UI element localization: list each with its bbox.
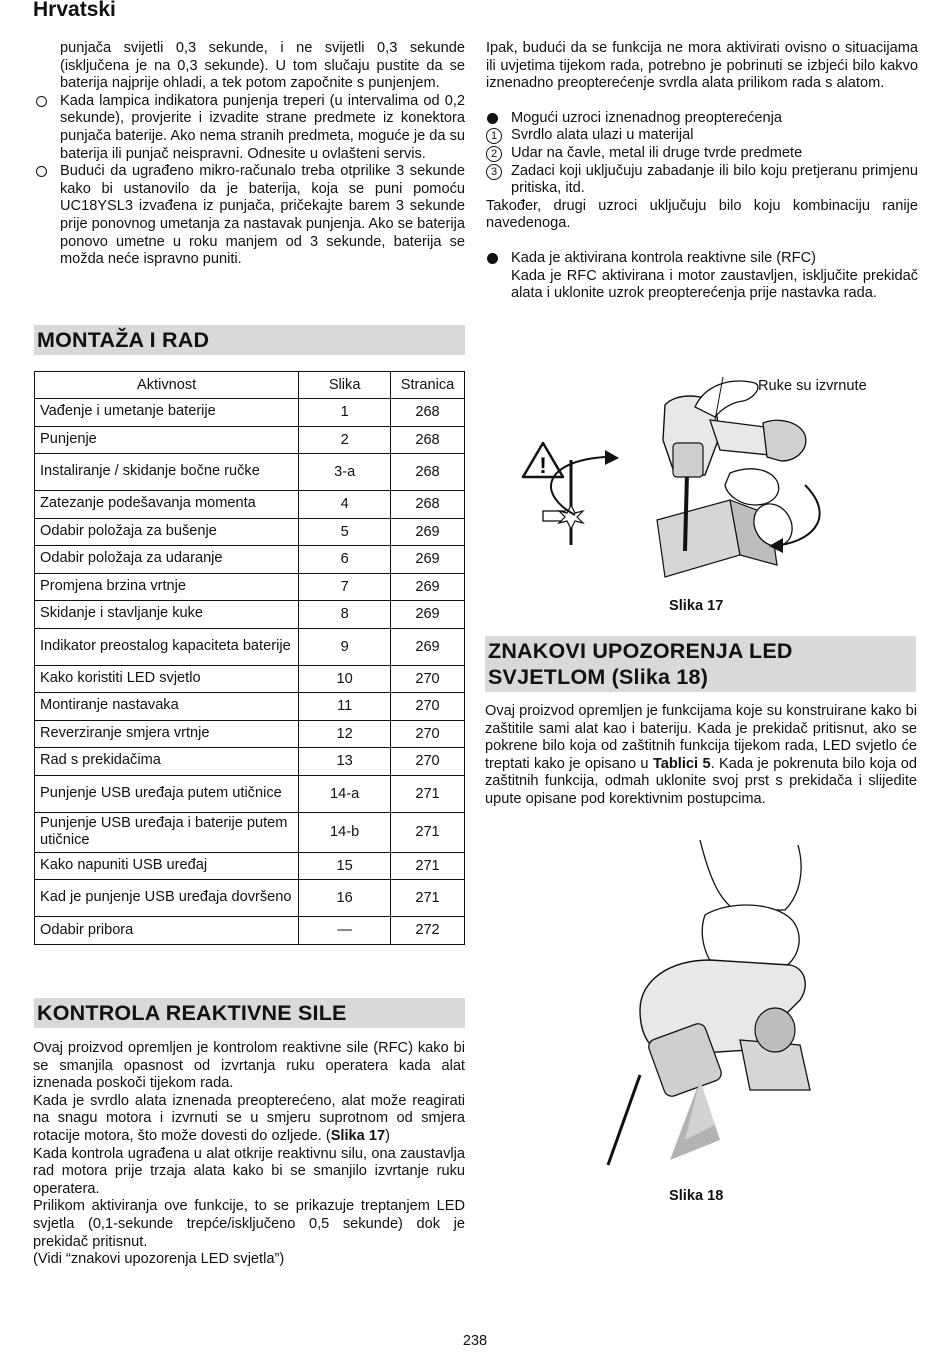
cell-page: 268: [391, 399, 465, 427]
paragraph-rfc-overload: Kada je svrdlo alata iznenada preopterećeno, alat može reagirati na snagu motora i izvrnuti se u smjeru suprotnom od smjera rotacije motora, što može dovesti do ozljede. (Slika 17): [33, 1092, 465, 1144]
left-column: [35, 40, 465, 269]
paragraph-rfc-detect: Kada kontrola ugrađena u alat otkrije reaktivnu silu, ona zaustavlja rad motora prije trzaja alata kako bi se smanjilo izvrtanje ruku operatera.: [33, 1145, 465, 1197]
paragraph-other-causes: Također, drugi uzroci uključuju bilo koju kombinaciju ranije navedenoga.: [486, 197, 918, 232]
paragraph-led-warnings: Ovaj proizvod opremljen je funkcijama koje su konstruirane kako bi zaštitile sami alat kao i bateriju. Kada je prekidač pritisnut, ako se pokrene bilo koja od zaštitnih funkcija tijekom rada, LED svjetlo će treptati kako je opisano u Tablici 5. Kada je pokrenuta bilo koja od zaštitnih funkcija, odmah uklonite svoj prst s prekidača i slijedite upute opisane pod korektivnim postupcima.: [485, 703, 917, 807]
cell-page: 268: [391, 491, 465, 519]
cell-page: 270: [391, 748, 465, 776]
paragraph-avoid-overload: Ipak, budući da se funkcija ne mora aktivirati ovisno o situacijama ili uvjetima tijekom rada, potrebno je pobrinuti se izbjeći bilo kakvo iznenadno preopterećenje svrdla alata prilikom rada s alatom.: [486, 40, 918, 92]
cell-page: 270: [391, 693, 465, 721]
cell-activity: Kako napuniti USB uređaj: [35, 852, 299, 880]
number-circle-icon: 2: [486, 146, 502, 162]
cell-figure: 11: [299, 693, 391, 721]
table-row: [35, 880, 465, 917]
cell-activity: Reverziranje smjera vrtnje: [35, 720, 299, 748]
bullet-microcomputer: Budući da ugrađeno mikro-računalo treba otprilike 3 sekunde kako bi ustanovilo da je baterija, koja se puni pomoću UC18YSL3 izvađena iz punjača, pričekajte barem 3 sekunde prije ponovnog umetanja za nastavak punjenja. Ako se baterija ponovo umetne u roku manjem od 3 sekunde, baterija se možda neće ispravno puniti.: [35, 163, 465, 269]
table-row: [35, 628, 465, 665]
cell-page: 270: [391, 665, 465, 693]
kontrola-text: [33, 1040, 465, 1269]
paragraph-rfc-activated: Kada je RFC aktivirana i motor zaustavljen, isključite prekidač alata i uklonite uzrok preopterećenja prije nastavka rada.: [511, 267, 918, 302]
cell-page: 271: [391, 812, 465, 852]
table-row: [35, 601, 465, 629]
cell-activity: Kako koristiti LED svjetlo: [35, 665, 299, 693]
table-row: [35, 852, 465, 880]
table-row: [35, 399, 465, 427]
arm-outline: [700, 840, 801, 910]
cell-activity: Odabir položaja za bušenje: [35, 518, 299, 546]
cell-page: 271: [391, 852, 465, 880]
cell-figure: 9: [299, 628, 391, 665]
cell-figure: 13: [299, 748, 391, 776]
znakovi-text: [485, 703, 917, 809]
cell-figure: 1: [299, 399, 391, 427]
figure-17-caption: Slika 17: [669, 598, 724, 614]
bullet-foreign-objects: Kada lampica indikatora punjenja treperi (u intervalima od 0,2 sekunde), provjerite i izvadite strane predmete iz konektora punjača baterije. Ako nema stranih predmeta, moguće je da su baterija ili punjač neispravni. Odnesite u ovlašteni servis.: [35, 93, 465, 163]
table-header-row: [35, 372, 465, 399]
cell-activity: Montiranje nastavaka: [35, 693, 299, 721]
cell-page: 271: [391, 880, 465, 917]
cell-activity: Punjenje USB uređaja i baterije putem utičnice: [35, 812, 299, 852]
hand-left: [695, 381, 758, 417]
figure-17-drill-kickback: [515, 365, 915, 590]
nail-spark-icon: [543, 505, 583, 529]
cell-figure: 3-a: [299, 454, 391, 491]
language-header: Hrvatski: [33, 0, 116, 21]
circle-bullet-icon: [36, 166, 47, 177]
svg-text:!: !: [539, 453, 547, 478]
figure-reference: Slika 17: [330, 1127, 386, 1144]
cause-item-2: 2 Udar na čavle, metal ili druge tvrde predmete: [486, 145, 918, 163]
cell-figure: 14-b: [299, 812, 391, 852]
operations-table: [34, 371, 465, 945]
cell-page: 269: [391, 573, 465, 601]
table-row: [35, 812, 465, 852]
cell-activity: Punjenje USB uređaja putem utičnice: [35, 775, 299, 812]
causes-title: Mogući uzroci iznenadnog preopterećenja: [486, 110, 918, 128]
cell-activity: Punjenje: [35, 426, 299, 454]
cell-figure: 2: [299, 426, 391, 454]
drill-kickback-illustration: [515, 365, 915, 590]
rfc-activated-title: Kada je aktivirana kontrola reaktivne sile (RFC): [486, 250, 918, 268]
paragraph-rfc-intro: Ovaj proizvod opremljen je kontrolom reaktivne sile (RFC) kako bi se smanjila opasnost od izvrtanja ruku operatera kada alat iznenada poskoči tijekom rada.: [33, 1040, 465, 1092]
paragraph-rfc-see: (Vidi “znakovi upozorenja LED svjetla”): [33, 1251, 285, 1268]
table-row: [35, 426, 465, 454]
drill-bit: [685, 473, 687, 551]
table-reference: Tablici 5: [652, 755, 711, 772]
cell-page: 270: [391, 720, 465, 748]
cell-activity: Zatezanje podešavanja momenta: [35, 491, 299, 519]
filled-bullet-icon: [487, 113, 498, 124]
table-row: [35, 665, 465, 693]
table-row: [35, 748, 465, 776]
table-row: [35, 693, 465, 721]
cell-figure: 16: [299, 880, 391, 917]
cell-figure: —: [299, 917, 391, 945]
drill-bit: [608, 1075, 640, 1165]
cell-page: 269: [391, 546, 465, 574]
number-circle-icon: 3: [486, 164, 502, 180]
cell-activity: Promjena brzina vrtnje: [35, 573, 299, 601]
header-figure: Slika: [299, 372, 391, 399]
header-activity: Aktivnost: [35, 372, 299, 399]
paragraph-rfc-led: Prilikom aktiviranja ove funkcije, to se prikazuje treptanjem LED svjetla (0,1-sekunde trepće/isključeno 0,5 sekunde) dok je prekidač pritisnut.: [33, 1198, 465, 1250]
cell-activity: Kad je punjenje USB uređaja dovršeno: [35, 880, 299, 917]
cell-figure: 5: [299, 518, 391, 546]
cell-activity: Instaliranje / skidanje bočne ručke: [35, 454, 299, 491]
cell-activity: Vađenje i umetanje baterije: [35, 399, 299, 427]
drill-body: [640, 960, 810, 1098]
table-body: [35, 399, 465, 945]
figure-label-hands-twisted: Ruke su izvrnute: [758, 378, 867, 394]
header-page: Stranica: [391, 372, 465, 399]
table-row: [35, 546, 465, 574]
cell-figure: 4: [299, 491, 391, 519]
table-row: [35, 775, 465, 812]
section-heading-kontrola: KONTROLA REAKTIVNE SILE: [34, 998, 465, 1028]
cell-activity: Odabir položaja za udaranje: [35, 546, 299, 574]
table-row: [35, 491, 465, 519]
section-heading-znakovi: ZNAKOVI UPOZORENJA LED SVJETLOM (Slika 18): [485, 636, 916, 692]
table-row: [35, 917, 465, 945]
cell-page: 269: [391, 601, 465, 629]
cell-page: 269: [391, 518, 465, 546]
cell-figure: 8: [299, 601, 391, 629]
cell-figure: 12: [299, 720, 391, 748]
cell-page: 272: [391, 917, 465, 945]
cell-figure: 6: [299, 546, 391, 574]
table-row: [35, 518, 465, 546]
cell-page: 271: [391, 775, 465, 812]
cell-activity: Indikator preostalog kapaciteta baterije: [35, 628, 299, 665]
drill-body: [663, 396, 806, 477]
cause-item-3: 3 Zadaci koji uključuju zabadanje ili bilo koju pretjeranu primjenu pritiska, itd.: [486, 163, 918, 198]
section-heading-montaza: MONTAŽA I RAD: [34, 325, 465, 355]
table-row: [35, 454, 465, 491]
cell-page: 268: [391, 454, 465, 491]
figure-18-led-warning: [600, 840, 820, 1180]
cell-activity: Odabir pribora: [35, 917, 299, 945]
table-row: [35, 720, 465, 748]
figure-18-caption: Slika 18: [669, 1188, 724, 1204]
page-number: 238: [462, 1333, 488, 1349]
number-circle-icon: 1: [486, 128, 502, 144]
circle-bullet-icon: [36, 96, 47, 107]
rotation-arrow-left: [551, 457, 605, 515]
cell-figure: 14-a: [299, 775, 391, 812]
cause-item-1: 1 Svrdlo alata ulazi u materijal: [486, 127, 918, 145]
right-column: [486, 40, 918, 303]
cell-figure: 10: [299, 665, 391, 693]
filled-bullet-icon: [487, 253, 498, 264]
cell-activity: Rad s prekidačima: [35, 748, 299, 776]
cell-activity: Skidanje i stavljanje kuke: [35, 601, 299, 629]
drill-led-illustration: [600, 840, 820, 1180]
workpiece-block: [657, 500, 740, 577]
cell-figure: 7: [299, 573, 391, 601]
cell-page: 269: [391, 628, 465, 665]
paragraph-charging-cooldown: punjača svijetli 0,3 sekunde, i ne svijetli 0,3 sekunde (isključena je na 0,3 sekunde). U tom slučaju pustite da se baterija najprije ohladi, a tek potom započnite s punjenjem.: [60, 40, 465, 92]
cell-page: 268: [391, 426, 465, 454]
table-row: [35, 573, 465, 601]
cell-figure: 15: [299, 852, 391, 880]
